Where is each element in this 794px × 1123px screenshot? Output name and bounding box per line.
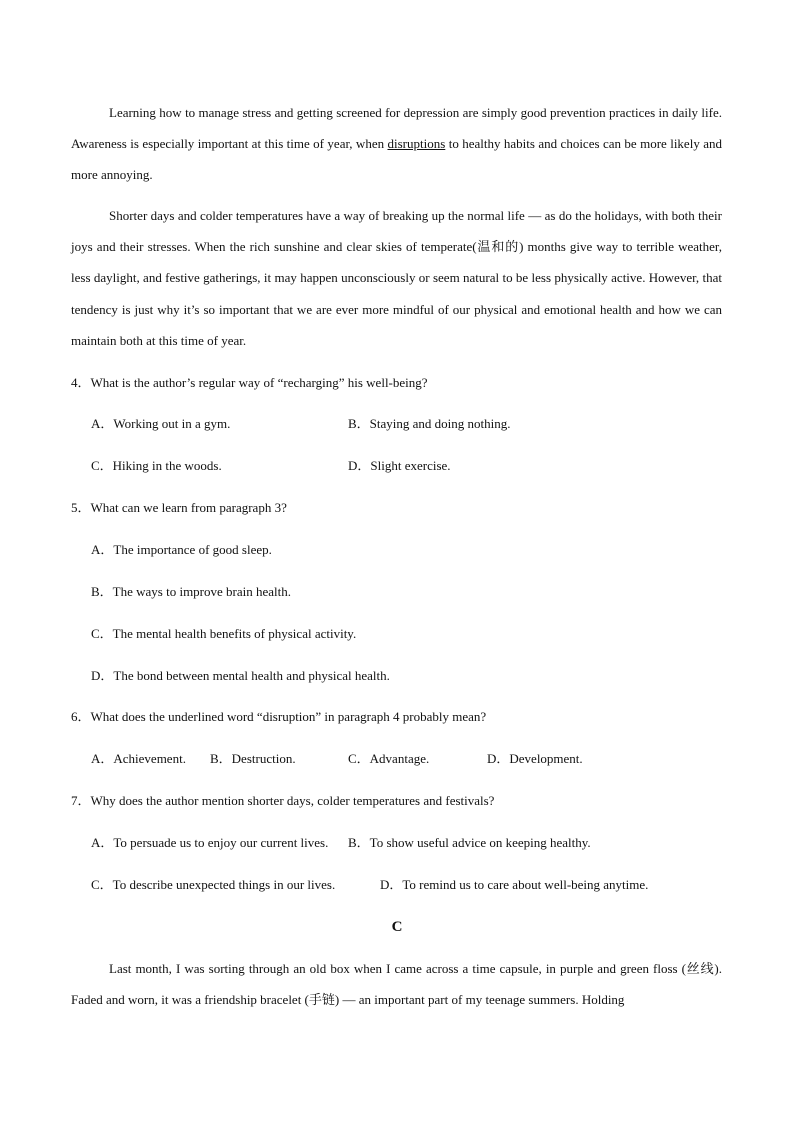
question-7-option-a[interactable]: A．To persuade us to enjoy our current lives.	[91, 835, 329, 850]
question-7-option-d[interactable]: D．To remind us to care about well-being anytime.	[380, 877, 649, 892]
passage-paragraph-1	[71, 97, 722, 191]
question-4-stem: 4．What is the author’s regular way of “recharging” his well-being?	[71, 375, 428, 390]
question-7-stem: 7．Why does the author mention shorter days, colder temperatures and festivals?	[71, 793, 495, 808]
passage-paragraph-2	[71, 200, 722, 356]
paragraph-2-text: Shorter days and colder temperatures have a way of breaking up the normal life — as do the holidays, with both their joys and their stresses. When the rich sunshine and clear skies of temperate(温和的) months give way to terrible weather, less daylight, and festive gatherings, it may happen unconsciously or seem natural to be less physically active. However, that tendency is just why it’s so important that we are ever more mindful of our physical and emotional health and how we can maintain both at this time of year.	[71, 208, 722, 348]
paragraph-1-line-3: be more likely and more annoying.	[71, 136, 722, 183]
section-c-text: Last month, I was sorting through an old box when I came across a time capsule, in purple and green floss (丝线). Faded and worn, it was a friendship bracelet (手链) — an important part of my teenage summers. Holding	[71, 961, 722, 1008]
paragraph-1-line-2: daily life. Awareness is especially important at this time of year, when	[71, 105, 723, 152]
paragraph-1-line-2-end: to healthy habits and choices can	[445, 136, 621, 152]
question-4-option-c[interactable]: C．Hiking in the woods.	[91, 458, 222, 473]
section-c-paragraph	[71, 953, 722, 1015]
question-5-option-d[interactable]: D．The bond between mental health and physical health.	[91, 668, 390, 683]
question-5-option-b[interactable]: B．The ways to improve brain health.	[91, 584, 292, 599]
question-4-option-a[interactable]: A．Working out in a gym.	[91, 416, 231, 431]
question-7-option-b[interactable]: B．To show useful advice on keeping healthy.	[348, 835, 591, 850]
question-6-stem: 6．What does the underlined word “disruption” in paragraph 4 probably mean?	[71, 709, 487, 724]
question-7-option-c[interactable]: C．To describe unexpected things in our lives.	[91, 877, 336, 892]
underlined-word-disruptions: disruptions	[387, 136, 446, 152]
question-4-option-d[interactable]: D．Slight exercise.	[348, 458, 451, 473]
paragraph-1-line-1: Learning how to manage stress and getting screened for depression are simply good prevention practices in	[109, 105, 669, 120]
section-c-heading: C	[391, 919, 403, 935]
question-5-stem: 5．What can we learn from paragraph 3?	[71, 500, 287, 515]
question-4-option-b[interactable]: B．Staying and doing nothing.	[348, 416, 511, 431]
question-6-option-b[interactable]: B．Destruction.	[210, 751, 296, 766]
question-6-option-a[interactable]: A．Achievement.	[91, 751, 186, 766]
question-5-option-c[interactable]: C．The mental health benefits of physical activity.	[91, 626, 357, 641]
question-6-option-c[interactable]: C．Advantage.	[348, 751, 430, 766]
question-5-option-a[interactable]: A．The importance of good sleep.	[91, 542, 272, 557]
question-6-option-d[interactable]: D．Development.	[487, 751, 583, 766]
